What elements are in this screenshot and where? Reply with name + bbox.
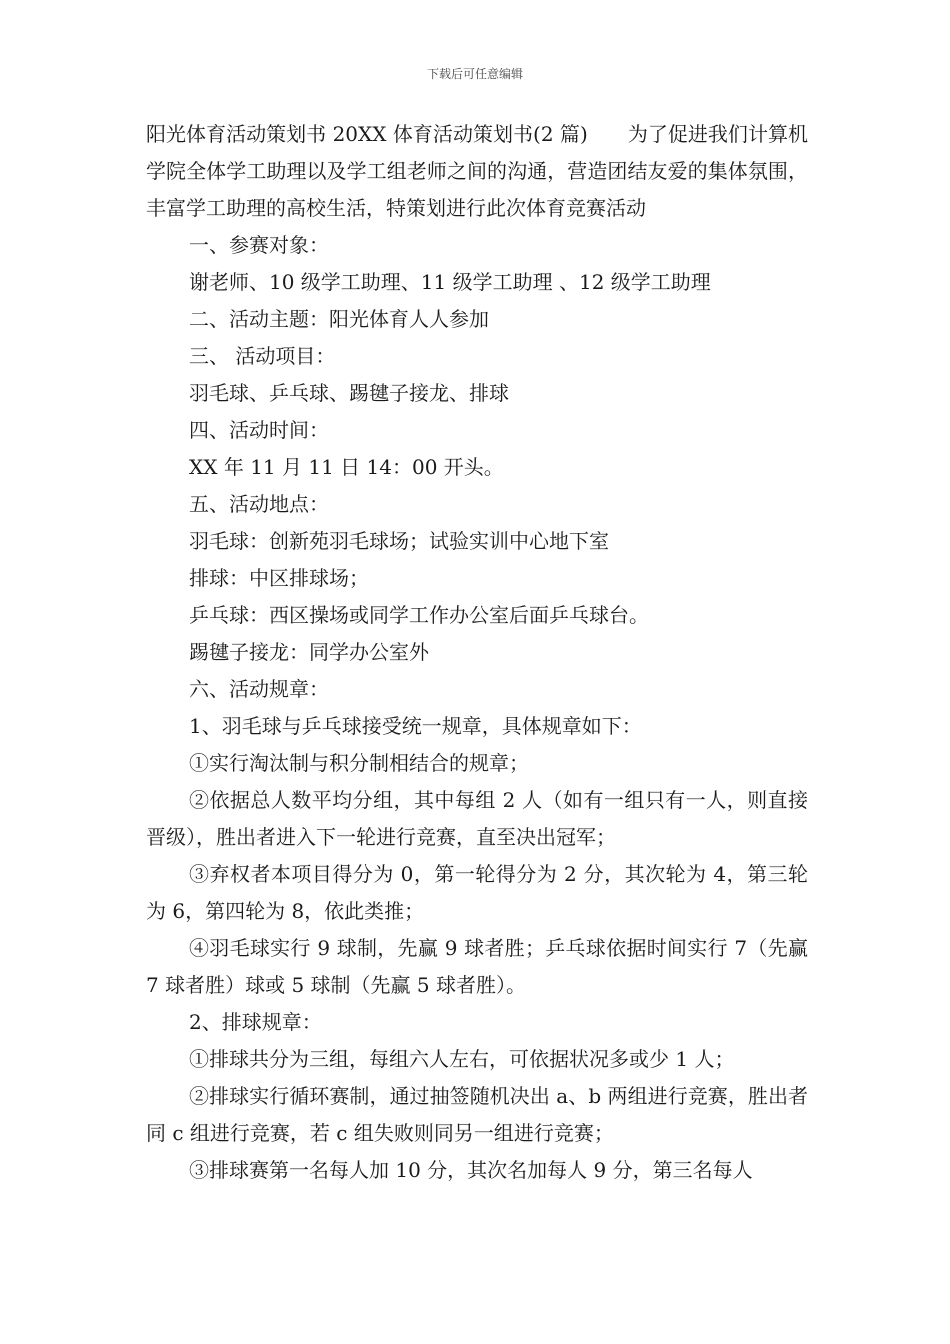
- document-paragraph: 二、活动主题：阳光体育人人参加: [189, 307, 489, 331]
- document-paragraph: 六、活动规章：: [189, 677, 329, 701]
- document-paragraph: ④羽毛球实行 9 球制，先赢 9 球者胜；乒乓球依据时间实行 7（先赢 7 球者胜）球或 5 球制（先赢 5 球者胜）。: [146, 936, 808, 997]
- page-header-note: 下载后可任意编辑: [426, 67, 523, 81]
- document-paragraph: 1、羽毛球与乒乓球接受统一规章，具体规章如下：: [189, 714, 642, 738]
- document-paragraph: 羽毛球、乒乓球、踢毽子接龙、排球: [189, 381, 509, 405]
- document-paragraph: XX 年 11 月 11 日 14：00 开头。: [189, 455, 504, 479]
- document-paragraph: ③排球赛第一名每人加 10 分，其次名加每人 9 分，第三名每人: [189, 1158, 753, 1182]
- document-paragraph: ②排球实行循环赛制，通过抽签随机决出 a、b 两组进行竞赛，胜出者同 c 组进行竞赛，若 c 组失败则同另一组进行竞赛；: [146, 1084, 808, 1145]
- document-paragraph: 羽毛球：创新苑羽毛球场；试验实训中心地下室: [189, 529, 609, 553]
- document-paragraph: 踢毽子接龙：同学办公室外: [189, 640, 429, 664]
- document-paragraph: ①实行淘汰制与积分制相结合的规章；: [189, 751, 529, 775]
- document-paragraph: 排球：中区排球场；: [189, 566, 369, 590]
- document-paragraph: 阳光体育活动策划书 20XX 体育活动策划书(2 篇) 为了促进我们计算机学院全体学工助理以及学工组老师之间的沟通，营造团结友爱的集体氛围，丰富学工助理的高校生活，特策划进行此次体育竞赛活动: [146, 122, 808, 220]
- document-paragraph: 乒乓球：西区操场或同学工作办公室后面乒乓球台。: [189, 603, 649, 627]
- document-paragraph: 一、参赛对象：: [189, 233, 329, 257]
- document-paragraph: 谢老师、10 级学工助理、11 级学工助理 、12 级学工助理: [189, 270, 711, 294]
- document-paragraph: ③弃权者本项目得分为 0，第一轮得分为 2 分，其次轮为 4，第三轮为 6，第四轮为 8，依此类推；: [146, 862, 808, 923]
- document-paragraph: ①排球共分为三组，每组六人左右，可依据状况多或少 1 人；: [189, 1047, 735, 1071]
- document-paragraph: 五、活动地点：: [189, 492, 329, 516]
- document-paragraph: 三、 活动项目：: [189, 344, 336, 368]
- document-paragraph: ②依据总人数平均分组，其中每组 2 人（如有一组只有一人，则直接晋级），胜出者进入下一轮进行竞赛，直至决出冠军；: [146, 788, 808, 849]
- document-paragraph: 2、排球规章：: [189, 1010, 322, 1034]
- document-body: [146, 116, 808, 1189]
- document-paragraph: 四、活动时间：: [189, 418, 329, 442]
